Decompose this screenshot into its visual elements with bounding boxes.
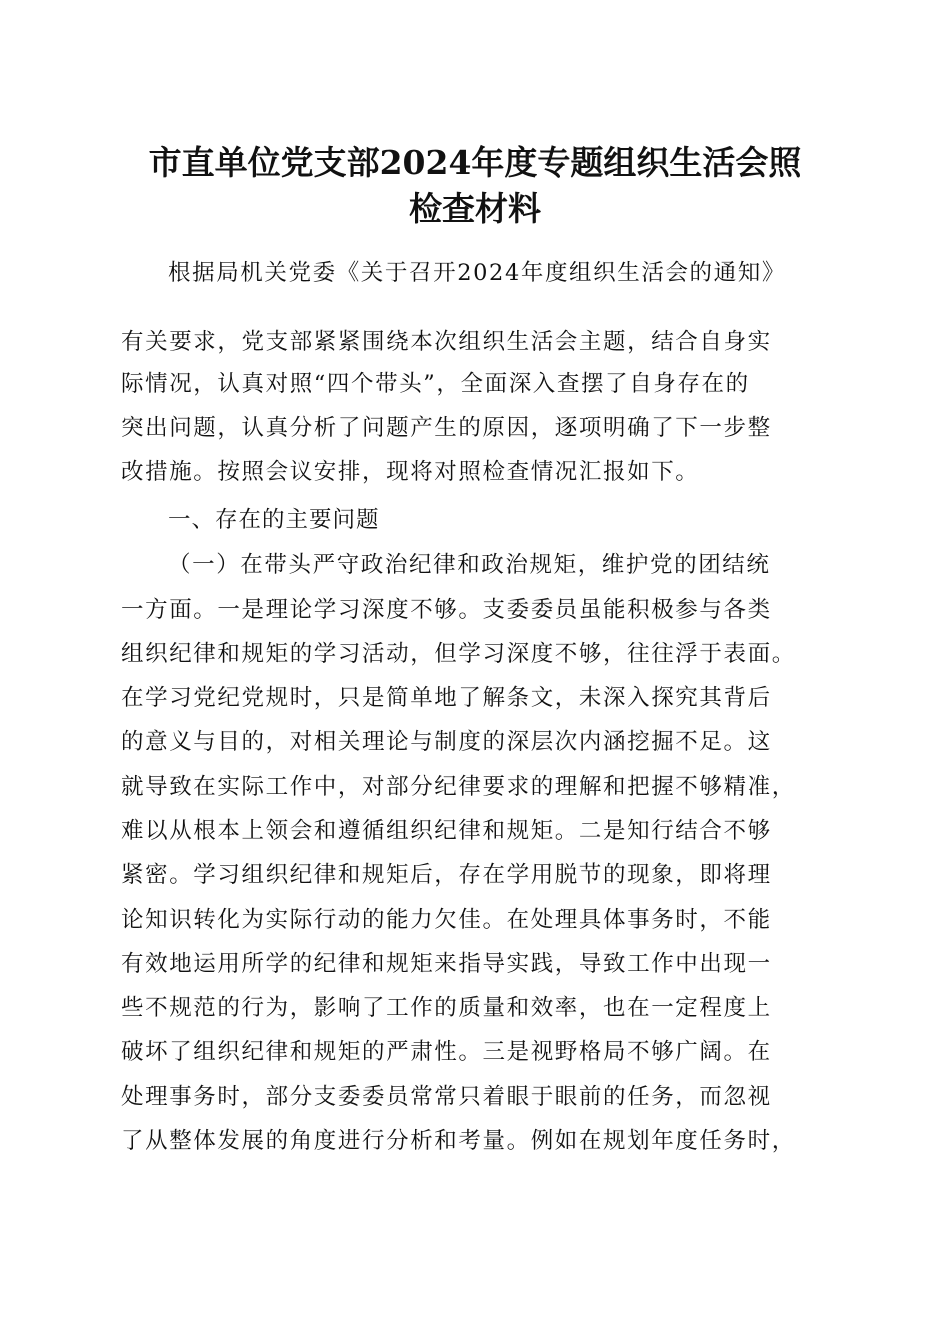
intro-paragraph-line: 改措施。按照会议安排，现将对照检查情况汇报如下。 (121, 459, 700, 485)
subsection-line: 有效地运用所学的纪律和规矩来指导实践，导致工作中出现一 (121, 951, 772, 977)
document-title-line-2: 检查材料 (409, 189, 541, 228)
subsection-line: 处理事务时，部分支委委员常常只着眼于眼前的任务，而忽视 (121, 1084, 772, 1110)
intro-paragraph-line: 有关要求，党支部紧紧围绕本次组织生活会主题，结合自身实 (121, 329, 772, 355)
subsection-line: 组织纪律和规矩的学习活动，但学习深度不够，往往浮于表面。 (121, 641, 796, 667)
subsection-line: 一方面。一是理论学习深度不够。支委委员虽能积极参与各类 (121, 597, 772, 623)
section-heading: 一、存在的主要问题 (168, 507, 380, 533)
document-title-line-1: 市直单位党支部2024年度专题组织生活会照 (148, 143, 802, 182)
subsection-line: 了从整体发展的角度进行分析和考量。例如在规划年度任务时， (121, 1128, 796, 1154)
subsection-line: 论知识转化为实际行动的能力欠佳。在处理具体事务时，不能 (121, 907, 772, 933)
subsection-line: （一）在带头严守政治纪律和政治规矩，维护党的团结统 (168, 552, 771, 578)
intro-paragraph-line: 根据局机关党委《关于召开2024年度组织生活会的通知》 (168, 260, 786, 286)
subsection-line: 破坏了组织纪律和规矩的严肃性。三是视野格局不够广阔。在 (121, 1039, 772, 1065)
subsection-line: 紧密。学习组织纪律和规矩后，存在学用脱节的现象，即将理 (121, 862, 772, 888)
intro-paragraph-line: 突出问题，认真分析了问题产生的原因，逐项明确了下一步整 (121, 415, 772, 441)
intro-paragraph-line: 际情况，认真对照“四个带头”，全面深入查摆了自身存在的 (121, 371, 750, 397)
subsection-line: 在学习党纪党规时，只是简单地了解条文，未深入探究其背后 (121, 685, 772, 711)
subsection-line: 些不规范的行为，影响了工作的质量和效率，也在一定程度上 (121, 995, 772, 1021)
subsection-line: 的意义与目的，对相关理论与制度的深层次内涵挖掘不足。这 (121, 729, 772, 755)
subsection-line: 难以从根本上领会和遵循组织纪律和规矩。二是知行结合不够 (121, 818, 772, 844)
subsection-line: 就导致在实际工作中，对部分纪律要求的理解和把握不够精准， (121, 774, 796, 800)
